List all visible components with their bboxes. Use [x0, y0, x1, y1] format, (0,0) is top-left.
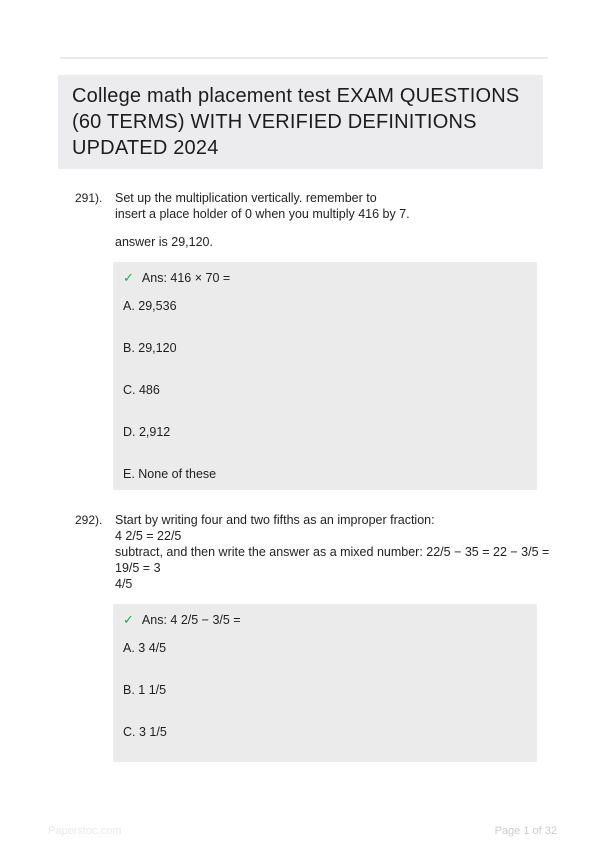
question-text-line: insert a place holder of 0 when you multiply 416 by 7. [115, 207, 410, 221]
top-divider [60, 57, 548, 59]
question-291 [75, 190, 566, 490]
question-text-line: Start by writing four and two fifths as an improper fraction: [115, 513, 435, 527]
correct-check-icon: ✓ [123, 270, 134, 285]
question-body [115, 190, 566, 490]
question-number: 292). [75, 513, 103, 527]
question-text-line: subtract, and then write the answer as a mixed number: 22/5 − 35 = 22 − 3/5 = 19/5 = 3 [115, 545, 550, 575]
watermark-text: Paperstoc.com [48, 825, 122, 837]
question-body [115, 512, 566, 762]
answer-prompt-row [123, 612, 525, 628]
answer-option-e: E. None of these [123, 467, 217, 481]
answer-box-292 [113, 604, 537, 762]
page-indicator: Page 1 of 32 [494, 825, 557, 837]
answer-box-291 [113, 262, 537, 490]
document-title-box [58, 75, 543, 169]
question-text-line: answer is 29,120. [115, 235, 213, 249]
document-page [0, 57, 606, 857]
page-footer [48, 825, 557, 837]
answer-prompt-row [123, 270, 525, 286]
question-text-line: 4/5 [115, 577, 133, 591]
correct-check-icon: ✓ [123, 612, 134, 627]
question-292 [75, 512, 566, 762]
answer-option-c: C. 3 1/5 [123, 725, 167, 739]
answer-prompt: Ans: 416 × 70 = [141, 271, 231, 285]
answer-prompt: Ans: 4 2/5 − 3/5 = [141, 613, 241, 627]
answer-option-c: C. 486 [123, 383, 160, 397]
answer-option-d: D. 2,912 [123, 425, 171, 439]
answer-option-b: B. 1 1/5 [123, 683, 167, 697]
answer-option-a: A. 3 4/5 [123, 641, 167, 655]
question-number: 291). [75, 191, 103, 205]
question-text-line: 4 2/5 = 22/5 [115, 529, 182, 543]
document-title: College math placement test EXAM QUESTIONS (60 TERMS) WITH VERIFIED DEFINITIONS UPDATED 2024 [72, 85, 520, 159]
answer-option-b: B. 29,120 [123, 341, 177, 355]
question-text-line: Set up the multiplication vertically. remember to [115, 191, 377, 205]
answer-option-a: A. 29,536 [123, 299, 177, 313]
